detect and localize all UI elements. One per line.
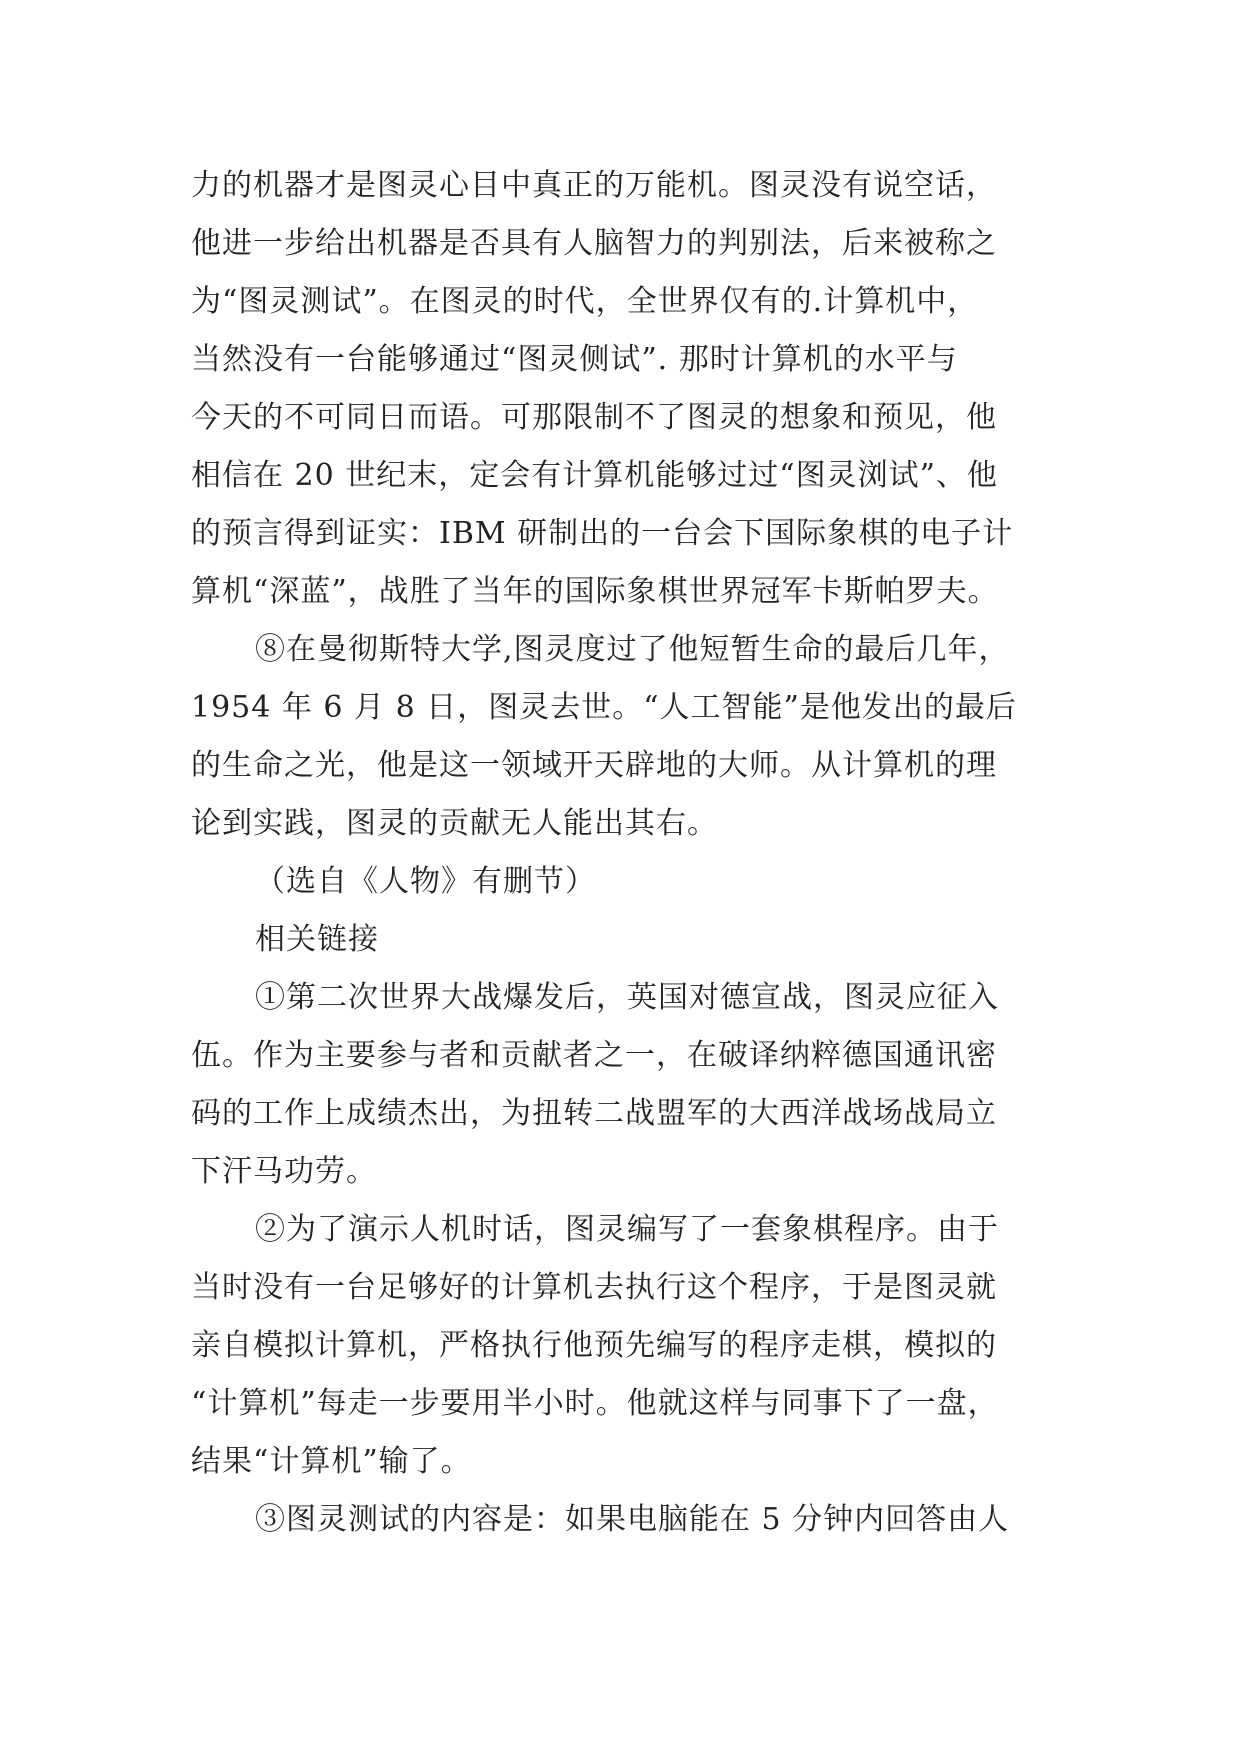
text-line: 相信在 20 世纪末，定会有计算机能够过过“图灵浏试”、他 xyxy=(191,458,998,493)
text-line: 亲自模拟计算机，严格执行他预先编写的程序走棋，模拟的 xyxy=(191,1328,997,1363)
related-link-1 xyxy=(191,969,1061,1201)
text-line: 下汗马功劳。 xyxy=(191,1154,377,1189)
text-line: ③图灵测试的内容是：如果电脑能在 5 分钟内回答由人 xyxy=(255,1502,1010,1537)
text-line: 力的机器才是图灵心目中真正的万能机。图灵没有说空话， xyxy=(191,168,997,203)
text-line: ①第二次世界大战爆发后，英国对德宣战，图灵应征入 xyxy=(255,980,999,1015)
text-line: 的生命之光，他是这一领域开天辟地的大师。从计算机的理 xyxy=(191,748,997,783)
related-link-3 xyxy=(191,1491,1061,1549)
text-line: 当时没有一台足够好的计算机去执行这个程序，于是图灵就 xyxy=(191,1270,997,1305)
text-line: （选自《人物》有删节） xyxy=(255,864,596,899)
paragraph-8 xyxy=(191,621,1061,853)
related-link-2 xyxy=(191,1201,1061,1491)
text-line: 结果“计算机”输了。 xyxy=(191,1444,472,1479)
text-line: 算机“深蓝”，战胜了当年的国际象棋世界冠军卡斯帕罗夫。 xyxy=(191,574,999,609)
source-note xyxy=(191,853,1061,911)
text-line: 论到实践，图灵的贡献无人能出其右。 xyxy=(191,806,718,841)
text-line: ⑧在曼彻斯特大学,图灵度过了他短暂生命的最后几年， xyxy=(255,632,1010,667)
text-line: 的预言得到证实：IBM 研制出的一台会下国际象棋的电子计 xyxy=(191,516,1014,551)
text-line: 为“图灵测试”。在图灵的时代，全世界仅有的.计算机中， xyxy=(191,284,979,319)
text-line: 1954 年 6 月 8 日，图灵去世。“人工智能”是他发出的最后 xyxy=(191,690,1017,725)
text-line: 伍。作为主要参与者和贡献者之一，在破译纳粹德国通讯密 xyxy=(191,1038,997,1073)
text-line: 相关链接 xyxy=(255,922,379,957)
body-text xyxy=(191,157,1061,1549)
text-line: ②为了演示人机时话，图灵编写了一套象棋程序。由于 xyxy=(255,1212,999,1247)
text-line: 码的工作上成绩杰出，为扭转二战盟军的大西洋战场战局立 xyxy=(191,1096,997,1131)
text-line: 今天的不可同日而语。可那限制不了图灵的想象和预见，他 xyxy=(191,400,997,435)
related-links-heading xyxy=(191,911,1061,969)
paragraph-continuation xyxy=(191,157,1061,621)
text-line: 他进一步给出机器是否具有人脑智力的判别法，后来被称之 xyxy=(191,226,997,261)
text-line: 当然没有一台能够通过“图灵侧试”. 那时计算机的水平与 xyxy=(191,342,958,377)
text-line: “计算机”每走一步要用半小时。他就这样与同事下了一盘， xyxy=(191,1386,999,1421)
